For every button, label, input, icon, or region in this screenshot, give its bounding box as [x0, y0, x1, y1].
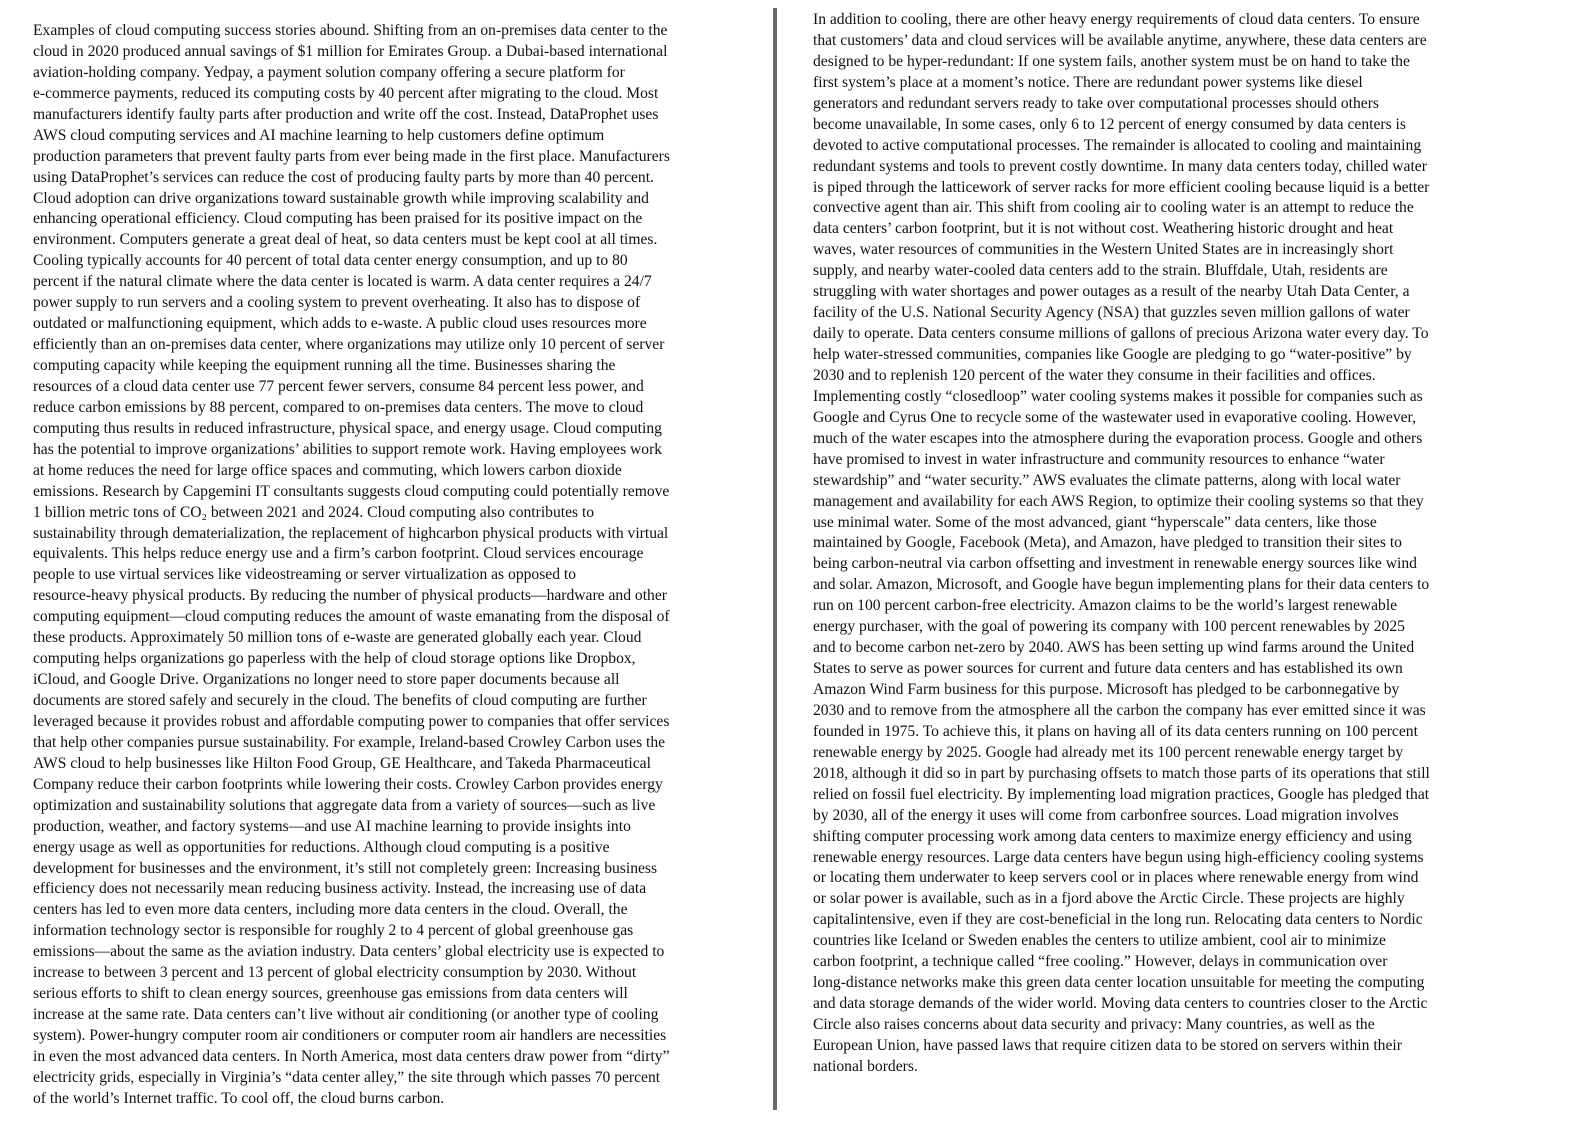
text-line: reduce carbon emissions by 88 percent, compared to on-premises data centers. The move to cloud — [33, 398, 644, 416]
text-line: renewable energy by 2025. Google had already met its 100 percent renewable energy target by — [813, 743, 1404, 761]
text-line: in even the most advanced data centers. In North America, most data centers draw power from “dirty” — [33, 1047, 670, 1065]
text-line: outdated or malfunctioning equipment, which adds to e-waste. A public cloud uses resources more — [33, 315, 647, 333]
text-line: these products. Approximately 50 million tons of e-waste are generated globally each year. Cloud — [33, 629, 642, 647]
text-line: relied on fossil fuel electricity. By implementing load migration practices, Google has pledged that — [813, 785, 1430, 803]
text-line: and data storage demands of the wider world. Moving data centers to countries closer to the Arctic — [813, 995, 1428, 1013]
text-line: optimization and sustainability solutions that aggregate data from a variety of sources—such as live — [33, 796, 656, 814]
text-line: electricity grids, especially in Virginia’s “data center alley,” the site through which passes 70 percent — [33, 1068, 661, 1086]
column-divider — [773, 8, 777, 1110]
text-line: information technology sector is responsible for roughly 2 to 4 percent of global greenhouse gas — [33, 922, 634, 940]
text-line: Company reduce their carbon footprints while lowering their costs. Crowley Carbon provides energy — [33, 775, 663, 793]
text-line: computing equipment―cloud computing reduces the amount of waste emanating from the disposal of — [33, 608, 670, 626]
text-line: and to become carbon net-zero by 2040. AWS has been setting up wind farms around the United — [813, 639, 1415, 657]
text-line: Circle also raises concerns about data security and privacy: Many countries, as well as the — [813, 1016, 1375, 1033]
text-line: serious efforts to shift to clean energy sources, greenhouse gas emissions from data centers will — [33, 985, 628, 1003]
text-line: sustainability through dematerialization, the replacement of highcarbon physical products with virtual — [33, 524, 669, 542]
text-line: shifting computer processing work among data centers to maximize energy efficiency and using — [813, 827, 1412, 845]
text-line: that help other companies pursue sustainability. For example, Ireland-based Crowley Carbon uses the — [33, 733, 666, 751]
text-line: documents are stored safely and securely in the cloud. The benefits of cloud computing are further — [33, 692, 647, 709]
text-line: help water-stressed communities, companies like Google are pledging to go “water-positive” by — [813, 346, 1412, 363]
text-line: people to use virtual services like videostreaming or server virtualization as opposed to — [33, 566, 577, 584]
text-line: using DataProphet’s services can reduce the cost of producing faulty parts by more than 40 percent. — [33, 168, 654, 186]
text-line: and solar. Amazon, Microsoft, and Google have begun implementing plans for their data centers to — [813, 576, 1430, 594]
text-line: 1 billion metric tons of CO₂ between 2021 and 2024. Cloud computing also contributes to — [33, 503, 595, 521]
text-line: or solar power is available, such as in a fjord above the Arctic Circle. These projects are highly — [813, 890, 1405, 908]
text-line: management and availability for each AWS Region, to optimize their cooling systems so that they — [813, 492, 1424, 510]
text-line: computing thus results in reduced infrastructure, physical space, and energy usage. Cloud computing — [33, 419, 662, 437]
text-line: data centers’ carbon footprint, but it is not without cost. Weathering historic drought and heat — [813, 220, 1394, 238]
text-line: much of the water escapes into the atmosphere during the evaporation process. Google and others — [813, 429, 1423, 447]
text-line: enhancing operational efficiency. Cloud computing has been praised for its positive impact on the — [33, 210, 643, 228]
text-line: use minimal water. Some of the most advanced, giant “hyperscale” data centers, like those — [813, 513, 1377, 531]
text-line: efficiently than an on-premises data center, where organizations may utilize only 10 percent of server — [33, 336, 665, 354]
text-line: 2018, although it did so in part by purchasing offsets to match those parts of its operations that still — [813, 764, 1430, 782]
text-line: facility of the U.S. National Security Agency (NSA) that guzzles seven million gallons of water — [813, 304, 1410, 322]
text-line: stewardship” and “water security.” AWS evaluates the climate patterns, along with local water — [813, 471, 1401, 489]
text-line: that customers’ data and cloud services will be available anytime, anywhere, these data centers are — [813, 31, 1427, 49]
text-line: of the world’s Internet traffic. To cool off, the cloud burns carbon. — [33, 1089, 445, 1107]
text-line: redundant systems and tools to prevent costly downtime. In many data centers today, chilled water — [813, 157, 1427, 175]
text-line: generators and redundant servers ready to take over computational processes should others — [813, 94, 1379, 112]
text-line: European Union, have passed laws that require citizen data to be stored on servers within their — [813, 1036, 1402, 1054]
text-line: production parameters that prevent faulty parts from ever being made in the first place. Manufacturers — [33, 147, 670, 165]
text-line: power supply to run servers and a cooling system to prevent overheating. It also has to dispose of — [33, 294, 641, 312]
text-line: Cooling typically accounts for 40 percent of total data center energy consumption, and up to 80 — [33, 252, 628, 270]
text-line: capitalintensive, even if they are cost-beneficial in the long run. Relocating data centers to Nordic — [813, 911, 1423, 929]
text-line: resources of a cloud data center use 77 percent fewer servers, consume 84 percent less power, and — [33, 377, 644, 395]
text-line: run on 100 percent carbon-free electricity. Amazon claims to be the world’s largest renewable — [813, 597, 1398, 615]
text-line: Examples of cloud computing success stories abound. Shifting from an on-premises data center to the — [33, 22, 668, 39]
text-line: national borders. — [813, 1057, 918, 1075]
text-line: energy usage as well as opportunities for reductions. Although cloud computing is a positive — [33, 838, 610, 856]
text-line: maintained by Google, Facebook (Meta), and Amazon, have pledged to transition their sites to — [813, 534, 1402, 552]
text-line: development for businesses and the environment, it’s still not completely green: Increasing business — [33, 859, 658, 877]
text-line: cloud in 2020 produced annual savings of $1 million for Emirates Group. a Dubai-based international — [33, 42, 668, 60]
text-line: equivalents. This helps reduce energy use and a firm’s carbon footprint. Cloud services encourage — [33, 545, 644, 563]
text-line: being carbon-neutral via carbon offsetting and investment in renewable energy sources like wind — [813, 555, 1417, 573]
text-line: convective agent than air. This shift from cooling air to cooling water is an attempt to reduce the — [813, 199, 1414, 217]
text-line: increase to between 3 percent and 13 percent of global electricity consumption by 2030. Without — [33, 964, 637, 982]
text-line: Cloud adoption can drive organizations toward sustainable growth while improving scalability and — [33, 189, 649, 207]
text-line: Google and Cyrus One to recycle some of the wastewater used in evaporative cooling. However, — [813, 408, 1417, 426]
text-line: first system’s place at a moment’s notice. There are redundant power systems like diesel — [813, 73, 1363, 91]
text-line: struggling with water shortages and power outages as a result of the nearby Utah Data Center, a — [813, 283, 1410, 301]
text-line: manufacturers identify faulty parts after production and write off the cost. Instead, DataProphet uses — [33, 105, 659, 123]
text-line: founded in 1975. To achieve this, it plans on having all of its data centers running on 100 percent — [813, 722, 1418, 740]
text-line: Implementing costly “closedloop” water cooling systems makes it possible for companies such as — [813, 387, 1423, 405]
text-line: supply, and nearby water-cooled data centers add to the strain. Bluffdale, Utah, residents are — [813, 262, 1388, 280]
text-line: or locating them underwater to keep servers cool or in places where renewable energy from wind — [813, 869, 1419, 887]
text-line: AWS cloud computing services and AI machine learning to help customers define optimum — [33, 126, 605, 144]
text-line: centers has led to even more data centers, including more data centers in the cloud. Overall, the — [33, 901, 628, 919]
text-line: countries like Iceland or Sweden enables the centers to utilize ambient, cool air to minimize — [813, 932, 1386, 950]
text-line: 2030 and to remove from the atmosphere all the carbon the company has ever emitted since it was — [813, 701, 1426, 719]
text-line: devoted to active computational processes. The remainder is allocated to cooling and maintaining — [813, 136, 1422, 154]
text-line: emissions. Research by Capgemini IT consultants suggests cloud computing could potentially remove — [33, 482, 670, 500]
text-line: system). Power-hungry computer room air conditioners or computer room air handlers are necessities — [33, 1027, 667, 1044]
text-line: aviation-holding company. Yedpay, a payment solution company offering a secure platform for — [33, 63, 625, 81]
text-line: increase at the same rate. Data centers can’t live without air conditioning (or another type of cooling — [33, 1006, 659, 1024]
text-line: at home reduces the need for large office spaces and commuting, which lowers carbon dioxide — [33, 461, 622, 479]
text-line: become unavailable, In some cases, only 6 to 12 percent of energy consumed by data centers is — [813, 115, 1406, 133]
text-line: leveraged because it provides robust and affordable computing power to companies that offer services — [33, 712, 670, 730]
text-line: renewable energy resources. Large data centers have begun using high-efficiency cooling systems — [813, 848, 1424, 866]
text-line: computing helps organizations go paperless with the help of cloud storage options like Dropbox, — [33, 650, 636, 668]
text-line: emissions—about the same as the aviation industry. Data centers’ global electricity use is expected to — [33, 943, 665, 961]
text-line: waves, water resources of communities in the Western United States are in increasingly short — [813, 241, 1394, 259]
text-line: is piped through the latticework of server racks for more efficient cooling because liquid is a better — [813, 178, 1430, 196]
text-line: Amazon Wind Farm business for this purpose. Microsoft has pledged to be carbonnegative by — [813, 681, 1400, 698]
text-line: designed to be hyper-redundant: If one system fails, another system must be on hand to take the — [813, 52, 1410, 70]
text-line: daily to operate. Data centers consume millions of gallons of precious Arizona water every day. To — [813, 325, 1429, 343]
text-line: carbon footprint, a technique called “free cooling.” However, delays in communication over — [813, 953, 1388, 971]
text-line: percent if the natural climate where the data center is located is warm. A data center requires a 24/7 — [33, 273, 652, 291]
text-line: States to serve as power sources for current and future data centers and has established its own — [813, 660, 1403, 678]
text-line: AWS cloud to help businesses like Hilton Food Group, GE Healthcare, and Takeda Pharmaceutical — [33, 754, 651, 772]
left-text-column — [33, 21, 753, 1110]
text-line: resource-heavy physical products. By reducing the number of physical products―hardware and other — [33, 587, 667, 605]
text-line: 2030 and to replenish 120 percent of the water they consume in their facilities and offices. — [813, 366, 1376, 384]
text-line: e-commerce payments, reduced its computing costs by 40 percent after migrating to the cloud. Most — [33, 84, 659, 102]
text-line: have promised to invest in water infrastructure and community resources to enhance “water — [813, 450, 1385, 468]
text-line: long-distance networks make this green data center location unsuitable for meeting the computing — [813, 974, 1425, 992]
text-line: iCloud, and Google Drive. Organizations no longer need to store paper documents because all — [33, 671, 620, 689]
text-line: computing capacity while keeping the equipment running all the time. Businesses sharing the — [33, 357, 616, 374]
text-line: has the potential to improve organizations’ abilities to support remote work. Having employees work — [33, 440, 663, 458]
right-text-column — [813, 10, 1553, 1078]
text-line: by 2030, all of the energy it uses will come from carbonfree sources. Load migration involves — [813, 806, 1399, 824]
text-line: energy purchaser, with the goal of powering its company with 100 percent renewables by 2025 — [813, 618, 1405, 636]
text-line: production, weather, and factory systems—and use AI machine learning to provide insights into — [33, 817, 631, 835]
text-line: environment. Computers generate a great deal of heat, so data centers must be kept cool at all times. — [33, 231, 658, 249]
text-line: In addition to cooling, there are other heavy energy requirements of cloud data centers. To ensure — [813, 11, 1420, 28]
text-line: efficiency does not necessarily mean reducing business activity. Instead, the increasing use of data — [33, 880, 647, 898]
